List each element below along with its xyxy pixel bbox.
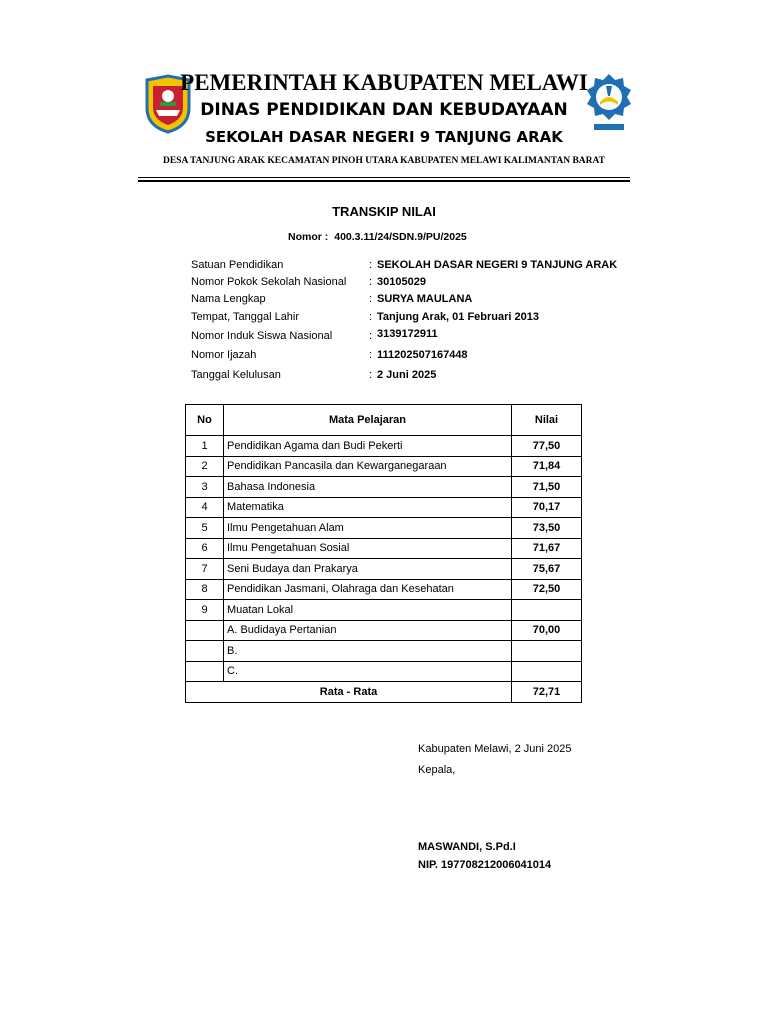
- identity-label-certificate: Nomor Ijazah: [191, 349, 257, 361]
- row-grade: 71,67: [512, 538, 582, 559]
- average-row: [186, 682, 582, 703]
- row-no: 6: [186, 538, 224, 559]
- document-number-label: Nomor :: [288, 231, 329, 243]
- identity-value-npsn: 30105029: [377, 276, 426, 288]
- row-subject: C.: [224, 661, 512, 682]
- row-no: 9: [186, 600, 224, 621]
- identity-value-birth: Tanjung Arak, 01 Februari 2013: [377, 311, 540, 323]
- row-grade: [512, 600, 582, 621]
- table-row: [186, 436, 582, 457]
- identity-label-name: Nama Lengkap: [191, 293, 266, 305]
- table-row: [186, 579, 582, 600]
- row-subject: Ilmu Pengetahuan Sosial: [224, 538, 512, 559]
- table-row: [186, 518, 582, 539]
- row-subject: B.: [224, 641, 512, 662]
- identity-colon: :: [369, 293, 373, 305]
- average-label: Rata - Rata: [186, 682, 512, 703]
- grades-table: [185, 404, 582, 703]
- row-no: 3: [186, 477, 224, 498]
- document-number-value: 400.3.11/24/SDN.9/PU/2025: [334, 231, 467, 243]
- row-no: [186, 620, 224, 641]
- identity-value-nisn: 3139172911: [377, 328, 438, 340]
- row-subject: Bahasa Indonesia: [224, 477, 512, 498]
- row-grade: 75,67: [512, 559, 582, 580]
- row-no: [186, 641, 224, 662]
- identity-label-nisn: Nomor Induk Siswa Nasional: [191, 330, 333, 342]
- table-row: [186, 559, 582, 580]
- identity-colon: :: [369, 330, 373, 342]
- header-agency-title: DINAS PENDIDIKAN DAN KEBUDAYAAN: [200, 100, 568, 120]
- identity-value-school: SEKOLAH DASAR NEGERI 9 TANJUNG ARAK: [377, 259, 618, 271]
- row-grade: [512, 641, 582, 662]
- table-row: [186, 641, 582, 662]
- row-no: 7: [186, 559, 224, 580]
- row-grade: 72,50: [512, 579, 582, 600]
- row-subject: Ilmu Pengetahuan Alam: [224, 518, 512, 539]
- identity-label-birth: Tempat, Tanggal Lahir: [191, 311, 300, 323]
- row-grade: 77,50: [512, 436, 582, 457]
- table-row: [186, 456, 582, 477]
- header-government-title: PEMERINTAH KABUPATEN MELAWI: [180, 70, 588, 95]
- identity-colon: :: [369, 349, 373, 361]
- identity-colon: :: [369, 259, 373, 271]
- identity-colon: :: [369, 369, 373, 381]
- row-subject: Pendidikan Agama dan Budi Pekerti: [224, 436, 512, 457]
- identity-colon: :: [369, 276, 373, 288]
- row-no: 1: [186, 436, 224, 457]
- table-row: [186, 620, 582, 641]
- row-no: 2: [186, 456, 224, 477]
- row-subject: A. Budidaya Pertanian: [224, 620, 512, 641]
- column-header-grade: Nilai: [512, 405, 582, 436]
- document-title: TRANSKIP NILAI: [332, 204, 436, 219]
- row-subject: Matematika: [224, 497, 512, 518]
- column-header-subject: Mata Pelajaran: [224, 405, 512, 436]
- row-grade: [512, 661, 582, 682]
- header-school-title: SEKOLAH DASAR NEGERI 9 TANJUNG ARAK: [205, 128, 563, 146]
- row-no: 5: [186, 518, 224, 539]
- table-row: [186, 477, 582, 498]
- average-value: 72,71: [512, 682, 582, 703]
- column-header-no: No: [186, 405, 224, 436]
- table-row: [186, 661, 582, 682]
- signature-place-date: Kabupaten Melawi, 2 Juni 2025: [418, 743, 572, 755]
- row-grade: 70,00: [512, 620, 582, 641]
- table-header-row: [186, 405, 582, 436]
- row-subject: Muatan Lokal: [224, 600, 512, 621]
- table-row: [186, 497, 582, 518]
- signature-nip: NIP. 197708212006041014: [418, 859, 552, 871]
- header-address: DESA TANJUNG ARAK KECAMATAN PINOH UTARA KABUPATEN MELAWI KALIMANTAN BARAT: [162, 156, 606, 166]
- signature-name: MASWANDI, S.Pd.I: [418, 841, 516, 853]
- row-grade: 73,50: [512, 518, 582, 539]
- row-subject: Seni Budaya dan Prakarya: [224, 559, 512, 580]
- row-grade: 71,84: [512, 456, 582, 477]
- signature-position: Kepala,: [418, 764, 456, 776]
- identity-label-school: Satuan Pendidikan: [191, 259, 284, 271]
- table-row: [186, 600, 582, 621]
- row-no: [186, 661, 224, 682]
- row-subject: Pendidikan Pancasila dan Kewarganegaraan: [224, 456, 512, 477]
- row-no: 4: [186, 497, 224, 518]
- header-divider-thin: [138, 177, 630, 178]
- row-subject: Pendidikan Jasmani, Olahraga dan Kesehatan: [224, 579, 512, 600]
- identity-label-npsn: Nomor Pokok Sekolah Nasional: [191, 276, 347, 288]
- row-grade: 70,17: [512, 497, 582, 518]
- header-divider-thick: [138, 180, 630, 182]
- row-grade: 71,50: [512, 477, 582, 498]
- identity-value-certificate: 111202507167448: [377, 349, 468, 361]
- table-row: [186, 538, 582, 559]
- identity-label-graduation: Tanggal Kelulusan: [191, 369, 281, 381]
- identity-value-graduation: 2 Juni 2025: [377, 369, 437, 381]
- document-number: [288, 231, 467, 243]
- row-no: 8: [186, 579, 224, 600]
- identity-colon: :: [369, 311, 373, 323]
- identity-value-name: SURYA MAULANA: [377, 293, 473, 305]
